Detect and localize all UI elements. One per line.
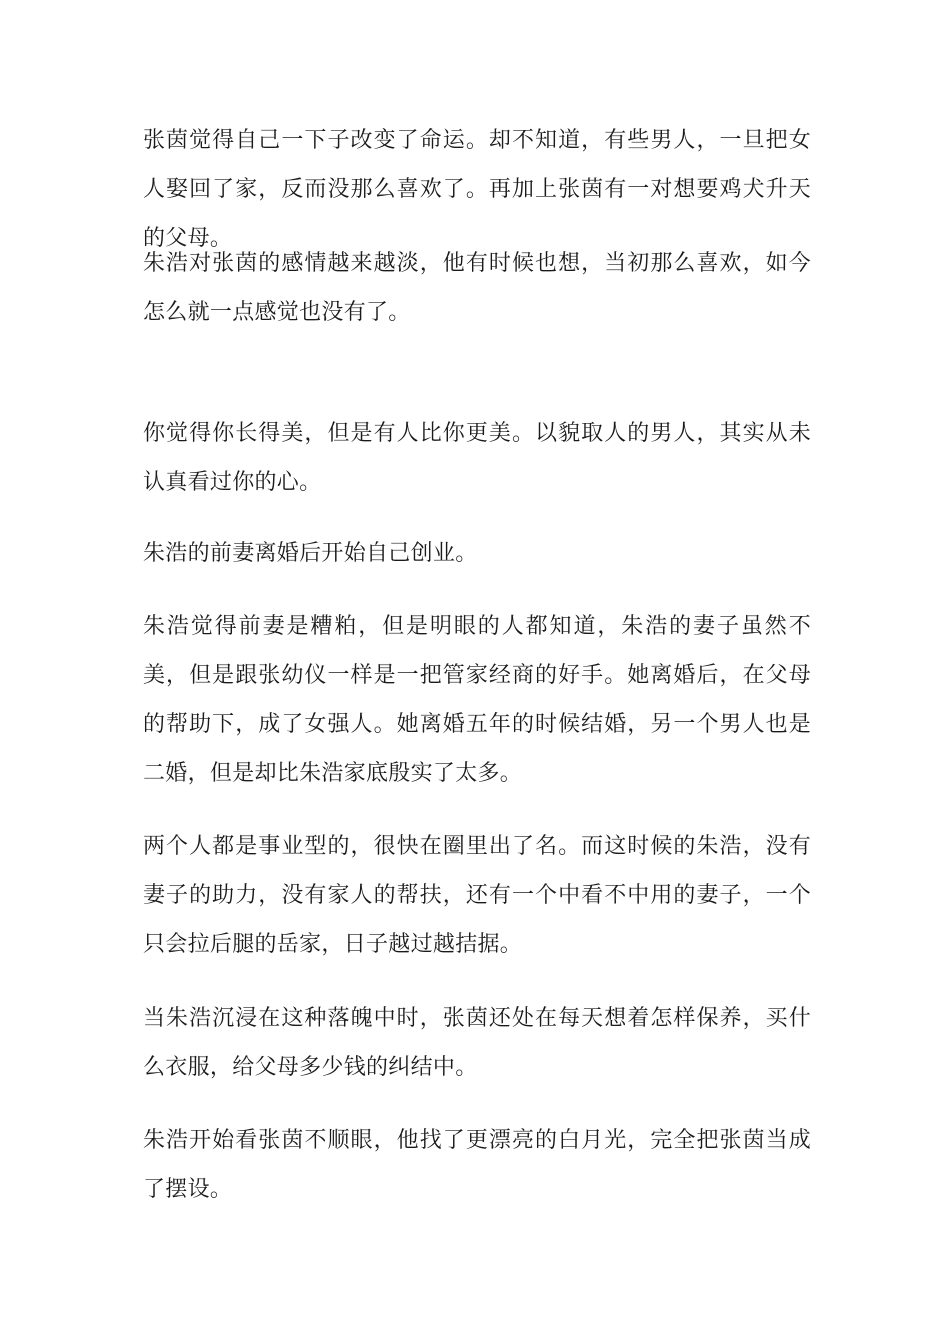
paragraph: 张茵觉得自己一下子改变了命运。却不知道，有些男人，一旦把女人娶回了家，反而没那么喜欢了。再加上张茵有一对想要鸡犬升天的父母。 (143, 128, 811, 251)
paragraph: 朱浩的前妻离婚后开始自己创业。 (143, 541, 478, 566)
paragraph: 你觉得你长得美，但是有人比你更美。以貌取人的男人，其实从未认真看过你的心。 (143, 421, 811, 495)
paragraph: 两个人都是事业型的，很快在圈里出了名。而这时候的朱浩，没有妻子的助力，没有家人的帮扶，还有一个中看不中用的妻子，一个只会拉后腿的岳家，日子越过越拮据。 (143, 834, 811, 957)
paragraph: 朱浩觉得前妻是糟粕，但是明眼的人都知道，朱浩的妻子虽然不美，但是跟张幼仪一样是一把管家经商的好手。她离婚后，在父母的帮助下，成了女强人。她离婚五年的时候结婚，另一个男人也是二婚，但是却比朱浩家底殷实了太多。 (143, 614, 811, 786)
paragraph: 当朱浩沉浸在这种落魄中时，张茵还处在每天想着怎样保养，买什么衣服，给父母多少钱的纠结中。 (143, 1006, 811, 1080)
paragraph: 朱浩开始看张茵不顺眼，他找了更漂亮的白月光，完全把张茵当成了摆设。 (143, 1128, 811, 1202)
paragraph: 朱浩对张茵的感情越来越淡，他有时候也想，当初那么喜欢，如今怎么就一点感觉也没有了。 (143, 251, 811, 325)
